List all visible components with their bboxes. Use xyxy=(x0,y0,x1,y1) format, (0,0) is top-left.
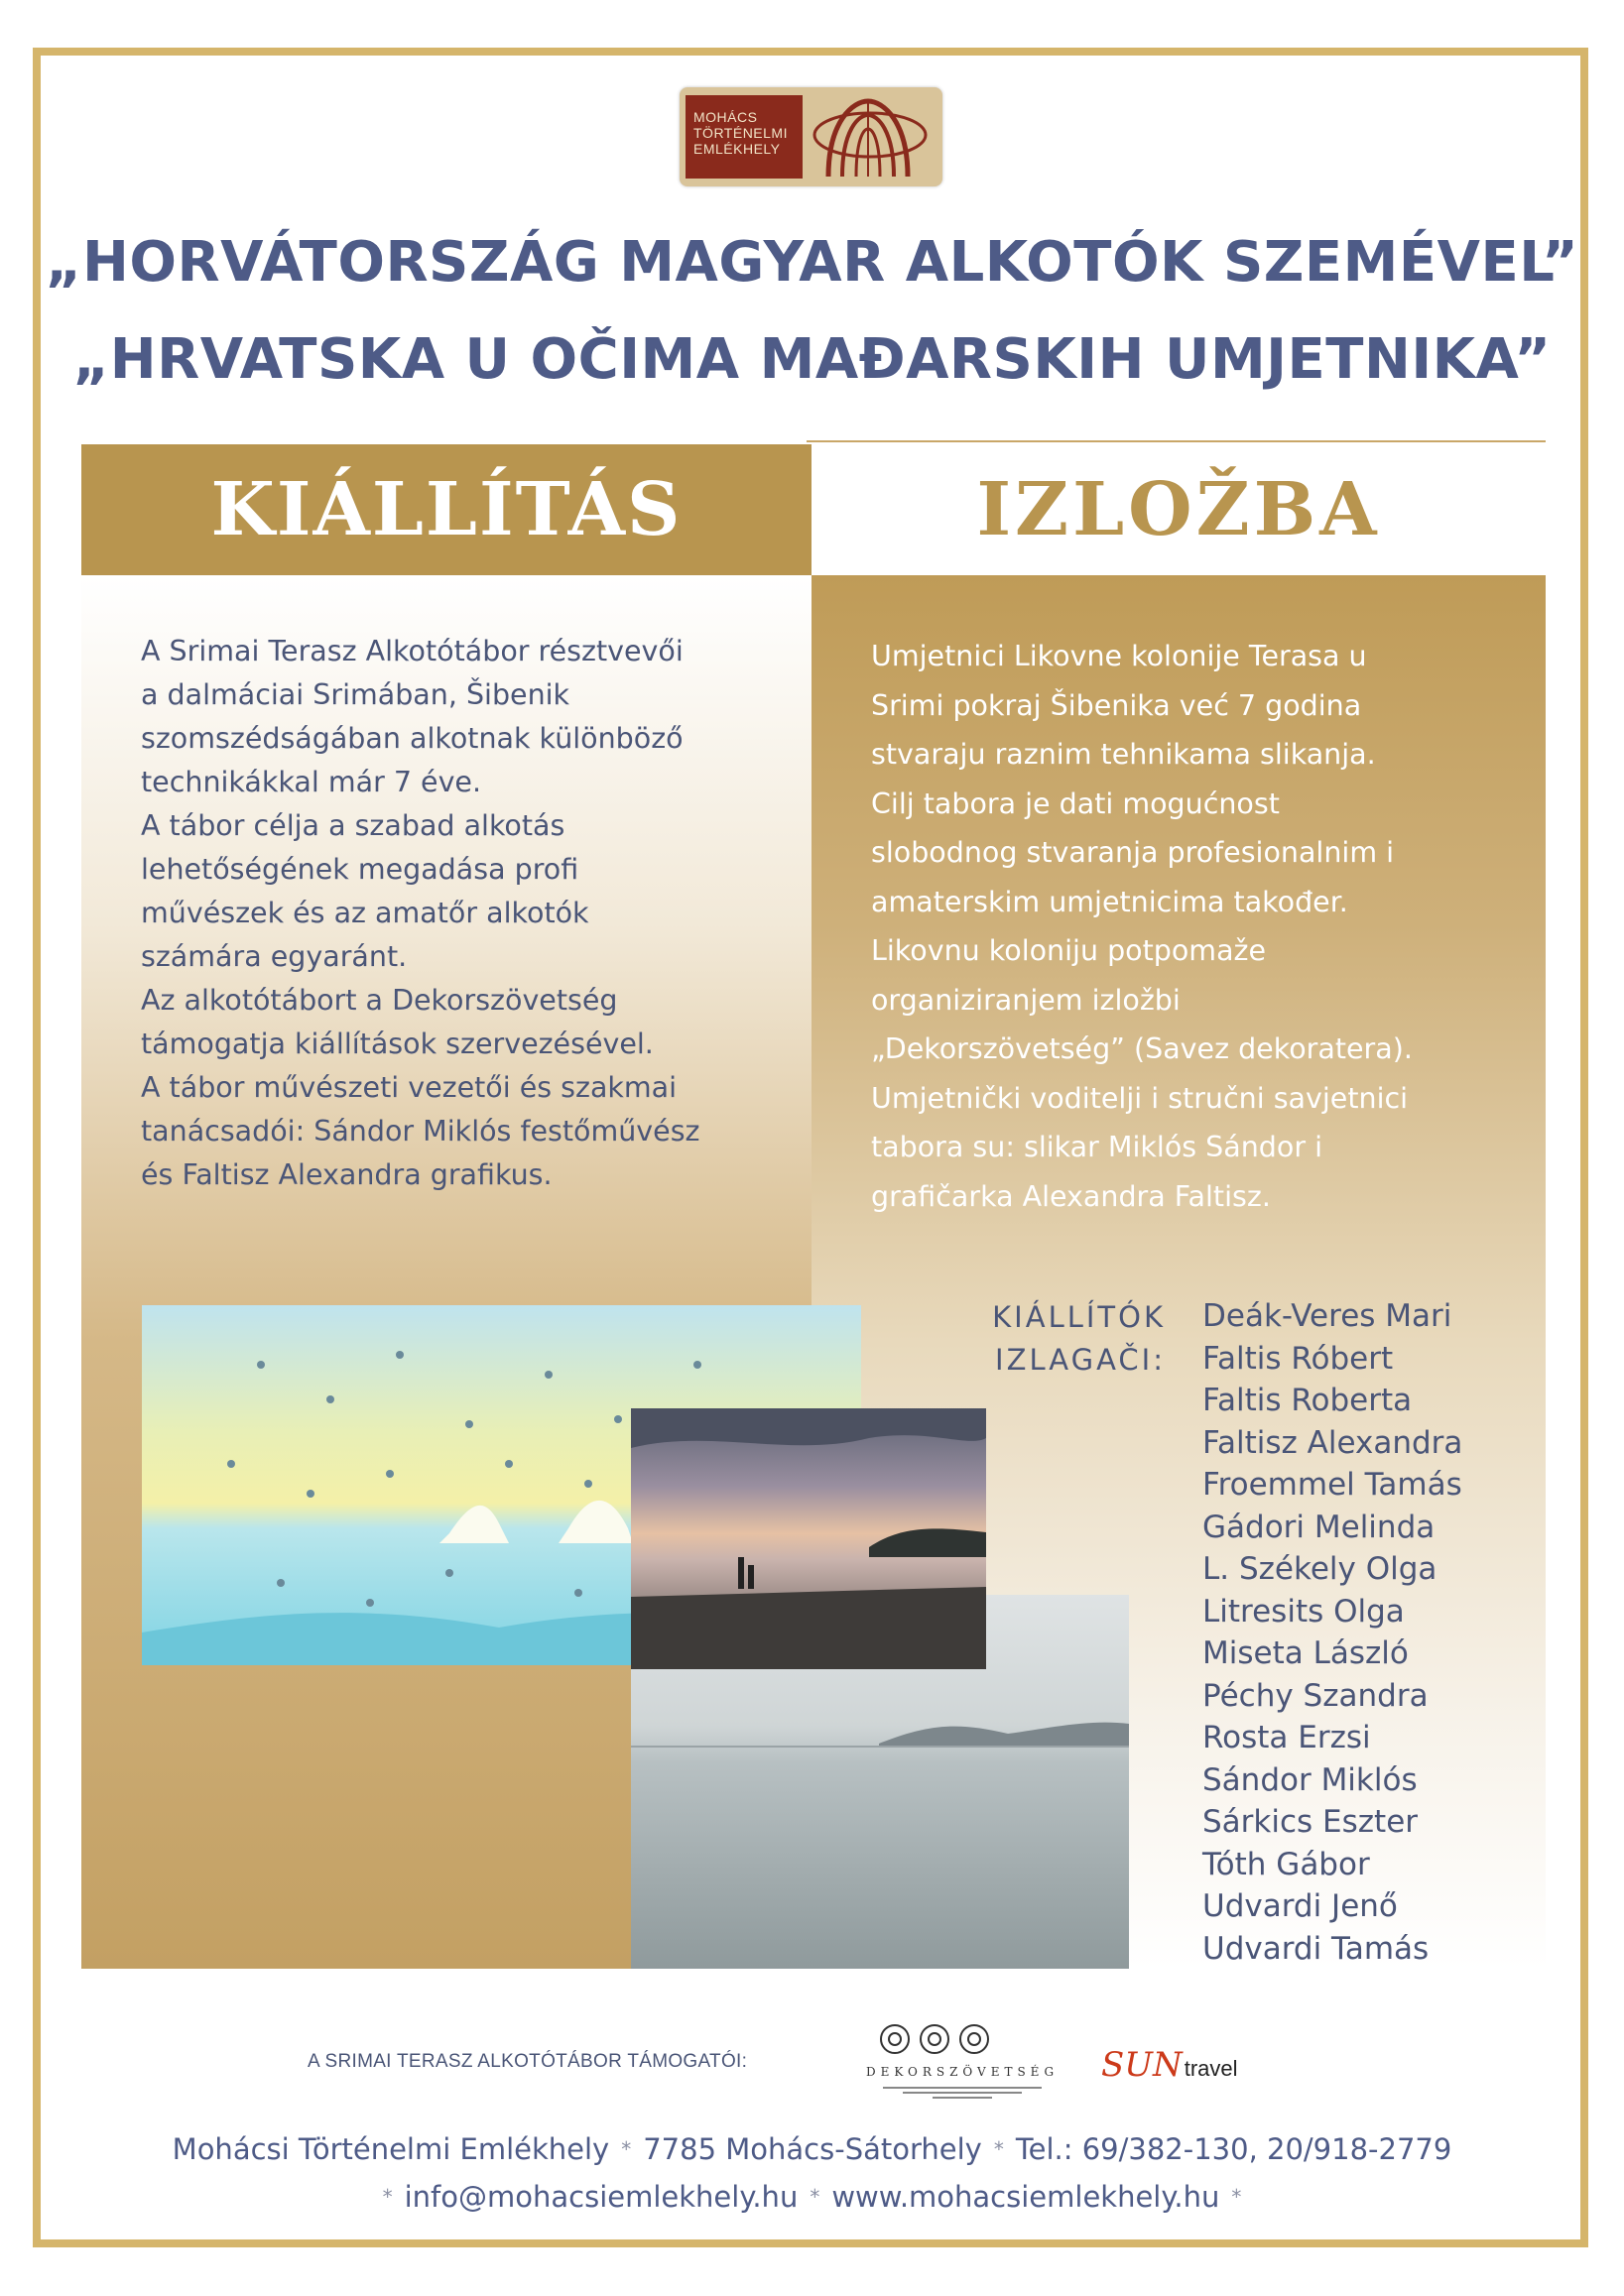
separator-icon: * xyxy=(810,2185,820,2209)
list-item: Froemmel Tamás xyxy=(1202,1467,1462,1503)
museum-logo xyxy=(680,87,942,186)
header-exhibition-hu: KIÁLLÍTÁS xyxy=(81,444,812,575)
text-line: Umjetnici Likovne kolonije Terasa u xyxy=(871,640,1367,672)
text-line: grafičarka Alexandra Faltisz. xyxy=(871,1179,1271,1213)
dekor-subtitle-lines xyxy=(883,2085,1042,2099)
footer-line-1 xyxy=(0,2132,1624,2166)
text-line: technikákkal már 7 éve. xyxy=(141,766,482,798)
list-item: Faltis Róbert xyxy=(1202,1340,1394,1377)
text-line: szomszédságában alkotnak különböző xyxy=(141,722,684,755)
text-line: organiziranjem izložbi xyxy=(871,983,1181,1017)
title-divider xyxy=(807,440,1546,442)
list-item: Rosta Erzsi xyxy=(1202,1720,1371,1755)
list-item: Sándor Miklós xyxy=(1202,1761,1418,1798)
dekor-name: DEKORSZÖVETSÉG xyxy=(865,2065,1060,2079)
exhibitors-label xyxy=(947,1296,1166,1382)
text-line: stvaraju raznim tehnikama slikanja. xyxy=(871,738,1376,771)
list-item: Miseta László xyxy=(1202,1635,1409,1671)
text-line: támogatja kiállítások szervezésével. xyxy=(141,1027,654,1060)
description-hungarian xyxy=(141,630,796,1197)
text-line: „Dekorszövetség” (Savez dekoratera). xyxy=(871,1032,1413,1065)
list-item: Faltisz Alexandra xyxy=(1202,1424,1463,1461)
sunset-photo xyxy=(631,1408,986,1669)
footer-address: 7785 Mohács-Sátorhely xyxy=(643,2132,982,2166)
separator-icon: * xyxy=(382,2185,393,2209)
text-line: tanácsadói: Sándor Miklós festőművész xyxy=(141,1115,700,1148)
separator-icon: * xyxy=(1231,2185,1242,2209)
title-hungarian: „HORVÁTORSZÁG MAGYAR ALKOTÓK SZEMÉVEL” xyxy=(45,230,1579,295)
list-item: Litresits Olga xyxy=(1202,1593,1405,1630)
text-line: és Faltisz Alexandra grafikus. xyxy=(141,1158,553,1191)
text-line: A Srimai Terasz Alkotótábor résztvevői xyxy=(141,635,684,667)
list-item: Faltis Roberta xyxy=(1202,1383,1413,1418)
list-item: Tóth Gábor xyxy=(1202,1846,1370,1882)
footer-email[interactable]: info@mohacsiemlekhely.hu xyxy=(404,2180,799,2214)
text-line: A tábor célja a szabad alkotás xyxy=(141,809,565,842)
logo-line: TÖRTÉNELMI xyxy=(693,125,788,141)
text-line: számára egyaránt. xyxy=(141,940,408,973)
exhibitors-label-hu: KIÁLLÍTÓK xyxy=(992,1300,1166,1334)
dekorszovetseg-logo xyxy=(863,2019,1062,2105)
separator-icon: * xyxy=(993,2137,1004,2161)
text-line: Srimi pokraj Šibenika već 7 godina xyxy=(871,688,1362,722)
description-croatian xyxy=(871,632,1526,1221)
footer-line-2 xyxy=(0,2180,1624,2214)
suntravel-logo xyxy=(1101,2045,1238,2085)
logo-text-box xyxy=(686,95,803,179)
text-line: Cilj tabora je dati mogućnost xyxy=(871,786,1280,820)
text-line: Likovnu koloniju potpomaže xyxy=(871,934,1267,967)
text-line: művészek és az amatőr alkotók xyxy=(141,897,589,929)
exhibitors-list xyxy=(1202,1295,1462,1970)
list-item: L. Székely Olga xyxy=(1202,1551,1437,1587)
list-item: Udvardi Tamás xyxy=(1202,1930,1430,1967)
footer-website[interactable]: www.mohacsiemlekhely.hu xyxy=(831,2180,1220,2214)
text-line: a dalmáciai Srimában, Šibenik xyxy=(141,678,570,711)
text-line: A tábor művészeti vezetői és szakmai xyxy=(141,1071,678,1104)
text-line: amaterskim umjetnicima također. xyxy=(871,885,1348,918)
text-line: Umjetnički voditelji i stručni savjetnici xyxy=(871,1081,1409,1115)
logo-line: MOHÁCS xyxy=(693,109,758,125)
text-line: tabora su: slikar Miklós Sándor i xyxy=(871,1131,1323,1163)
exhibitors-label-hr: IZLAGAČI: xyxy=(995,1343,1166,1377)
list-item: Sárkics Eszter xyxy=(1202,1804,1419,1840)
separator-icon: * xyxy=(621,2137,632,2161)
footer-phone: Tel.: 69/382-130, 20/918-2779 xyxy=(1015,2132,1452,2166)
sun-brand: SUN xyxy=(1101,2045,1183,2085)
list-item: Gádori Melinda xyxy=(1202,1509,1436,1545)
ornament-icon xyxy=(875,2019,1044,2059)
header-exhibition-hr: IZLOŽBA xyxy=(812,444,1546,575)
text-line: lehetőségének megadása profi xyxy=(141,853,579,886)
sun-suffix: travel xyxy=(1184,2056,1238,2081)
text-line: Az alkotótábort a Dekorszövetség xyxy=(141,984,618,1017)
footer-name: Mohácsi Történelmi Emlékhely xyxy=(172,2132,610,2166)
title-croatian: „HRVATSKA U OČIMA MAĐARSKIH UMJETNIKA” xyxy=(72,327,1552,392)
text-line: slobodnog stvaranja profesionalnim i xyxy=(871,836,1395,869)
arch-emblem-icon xyxy=(809,91,937,182)
sponsors-label: A SRIMAI TERASZ ALKOTÓTÁBOR TÁMOGATÓI: xyxy=(308,2051,748,2072)
list-item: Udvardi Jenő xyxy=(1202,1888,1398,1924)
list-item: Péchy Szandra xyxy=(1202,1677,1429,1714)
logo-line: EMLÉKHELY xyxy=(693,141,781,157)
list-item: Deák-Veres Mari xyxy=(1202,1298,1452,1334)
